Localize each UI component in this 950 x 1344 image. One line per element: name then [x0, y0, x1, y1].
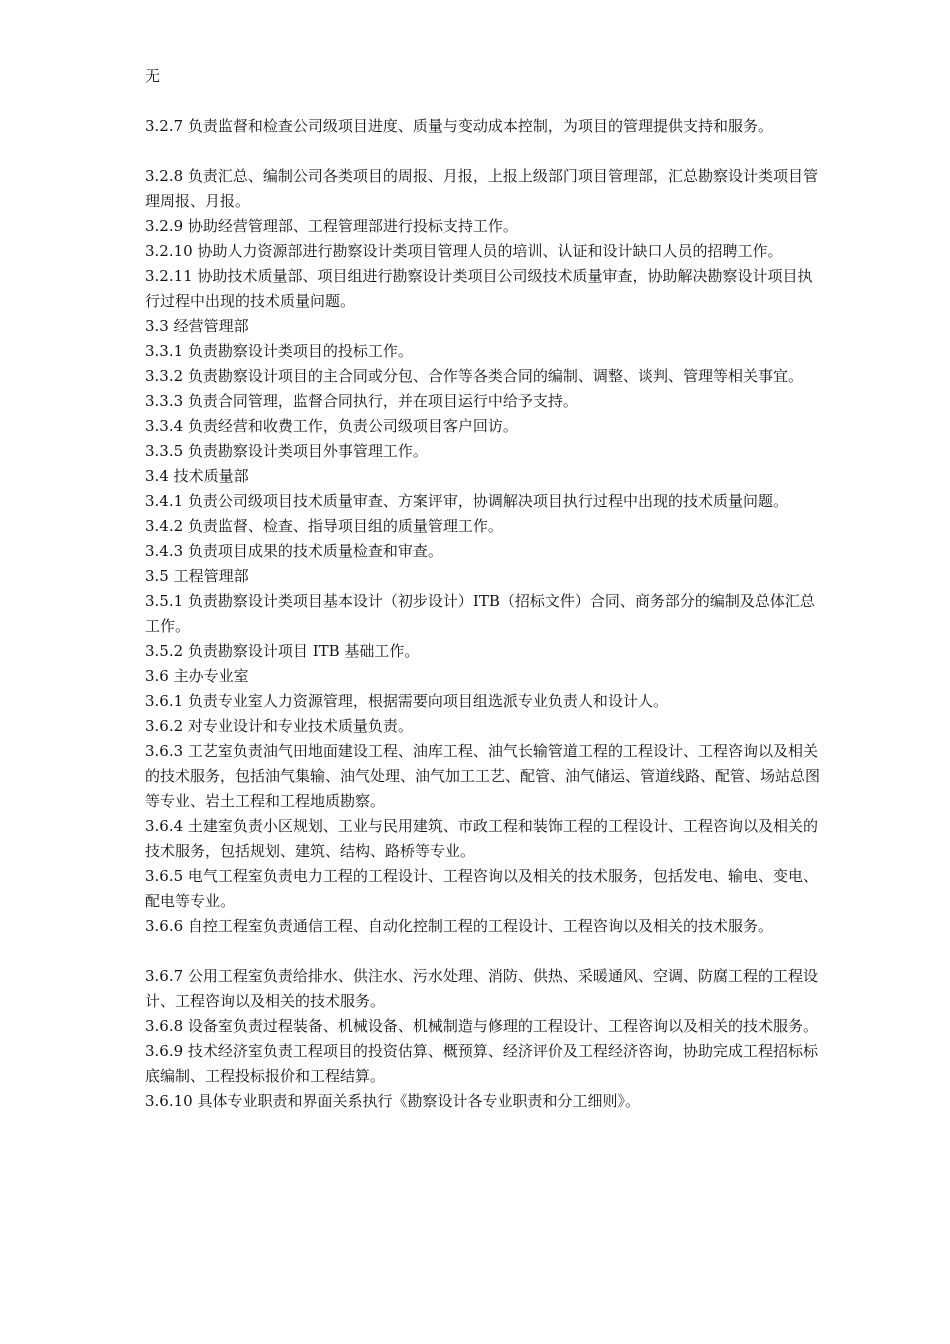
paragraph-3-3-2: 3.3.2 负责勘察设计项目的主合同或分包、合作等各类合同的编制、调整、谈判、管理等相关事宜。 [145, 367, 803, 385]
paragraph-3-2-8: 3.2.8 负责汇总、编制公司各类项目的周报、月报，上报上级部门项目管理部，汇总勘察设计类项目管理周报、月报。 [145, 167, 818, 210]
paragraph-3-3-4: 3.3.4 负责经营和收费工作，负责公司级项目客户回访。 [145, 417, 518, 435]
paragraph-3-2-11: 3.2.11 协助技术质量部、项目组进行勘察设计类项目公司级技术质量审查，协助解决勘察设计项目执行过程中出现的技术质量问题。 [145, 267, 813, 310]
paragraph-3-6-4: 3.6.4 土建室负责小区规划、工业与民用建筑、市政工程和装饰工程的工程设计、工程咨询以及相关的技术服务，包括规划、建筑、结构、路桥等专业。 [145, 817, 818, 860]
paragraph-3-6-10: 3.6.10 具体专业职责和界面关系执行《勘察设计各专业职责和分工细则》。 [145, 1092, 640, 1110]
section-heading-3-5: 3.5 工程管理部 [145, 567, 249, 585]
paragraph-3-6-5: 3.6.5 电气工程室负责电力工程的工程设计、工程咨询以及相关的技术服务，包括发电、输电、变电、配电等专业。 [145, 867, 818, 910]
paragraph-intro: 无 [145, 67, 161, 85]
section-heading-3-3: 3.3 经营管理部 [145, 317, 249, 335]
paragraph-3-6-8: 3.6.8 设备室负责过程装备、机械设备、机械制造与修理的工程设计、工程咨询以及相关的技术服务。 [145, 1017, 818, 1035]
paragraph-3-4-3: 3.4.3 负责项目成果的技术质量检查和审查。 [145, 542, 443, 560]
paragraph-3-6-1: 3.6.1 负责专业室人力资源管理，根据需要向项目组选派专业负责人和设计人。 [145, 692, 668, 710]
section-heading-3-4: 3.4 技术质量部 [145, 467, 249, 485]
paragraph-3-5-2: 3.5.2 负责勘察设计项目 ITB 基础工作。 [145, 642, 420, 660]
paragraph-3-2-7: 3.2.7 负责监督和检查公司级项目进度、质量与变动成本控制，为项目的管理提供支持和服务。 [145, 117, 773, 135]
paragraph-3-4-1: 3.4.1 负责公司级项目技术质量审查、方案评审，协调解决项目执行过程中出现的技术质量问题。 [145, 492, 788, 510]
paragraph-3-6-7: 3.6.7 公用工程室负责给排水、供注水、污水处理、消防、供热、采暖通风、空调、防腐工程的工程设计、工程咨询以及相关的技术服务。 [145, 967, 818, 1010]
paragraph-3-5-1: 3.5.1 负责勘察设计类项目基本设计（初步设计）ITB（招标文件）合同、商务部分的编制及总体汇总工作。 [145, 592, 815, 635]
paragraph-3-4-2: 3.4.2 负责监督、检查、指导项目组的质量管理工作。 [145, 517, 503, 535]
paragraph-3-6-2: 3.6.2 对专业设计和专业技术质量负责。 [145, 717, 413, 735]
paragraph-3-6-9: 3.6.9 技术经济室负责工程项目的投资估算、概预算、经济评价及工程经济咨询，协助完成工程招标标底编制、工程投标报价和工程结算。 [145, 1042, 818, 1085]
paragraph-3-3-3: 3.3.3 负责合同管理，监督合同执行，并在项目运行中给予支持。 [145, 392, 578, 410]
paragraph-3-2-10: 3.2.10 协助人力资源部进行勘察设计类项目管理人员的培训、认证和设计缺口人员的招聘工作。 [145, 242, 783, 260]
section-heading-3-6: 3.6 主办专业室 [145, 667, 249, 685]
paragraph-3-3-5: 3.3.5 负责勘察设计类项目外事管理工作。 [145, 442, 428, 460]
paragraph-3-6-6: 3.6.6 自控工程室负责通信工程、自动化控制工程的工程设计、工程咨询以及相关的技术服务。 [145, 917, 773, 935]
paragraph-3-2-9: 3.2.9 协助经营管理部、工程管理部进行投标支持工作。 [145, 217, 518, 235]
document-page [145, 64, 825, 1114]
paragraph-3-6-3: 3.6.3 工艺室负责油气田地面建设工程、油库工程、油气长输管道工程的工程设计、工程咨询以及相关的技术服务，包括油气集输、油气处理、油气加工工艺、配管、油气储运、管道线路、配管、场站总图等专业、岩土工程和工程地质勘察。 [145, 742, 821, 810]
paragraph-3-3-1: 3.3.1 负责勘察设计类项目的投标工作。 [145, 342, 413, 360]
